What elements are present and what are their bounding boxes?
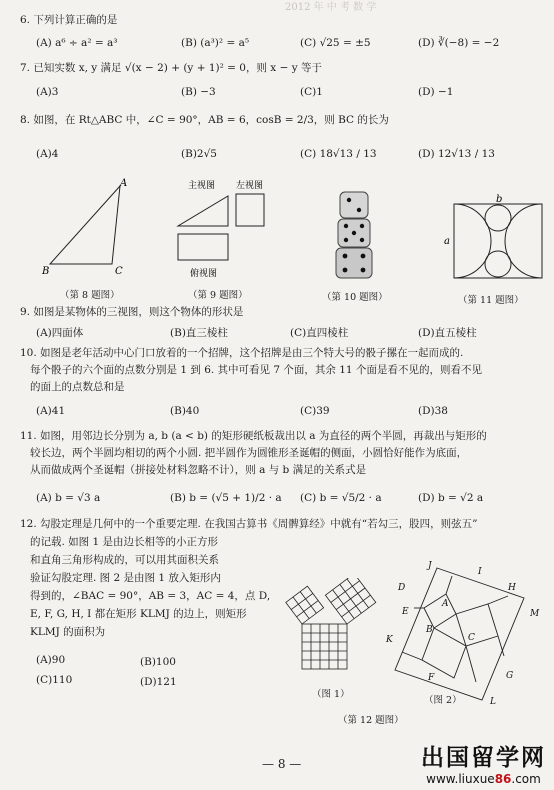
q11-line-3: 从而做成两个圣诞帽（拼接处材料忽略不计），则 a 与 b 满足的关系式是 (30, 464, 367, 476)
fig8-label-a: A (120, 178, 128, 189)
q7-option-a: (A)3 (36, 86, 59, 98)
fig2-label-m: M (530, 609, 540, 619)
q9-stem: 9. 如图是某物体的三视图，则这个物体的形状是 (20, 306, 244, 318)
q12-fig2-rectangle-diagram (380, 560, 550, 710)
q12-line-6: E, F, G, H, I 都在矩形 KLMJ 的边上，则矩形 (30, 608, 247, 620)
fig8-caption: （第 8 题图） (60, 290, 120, 301)
q12-line-7: KLMJ 的面积为 (30, 626, 106, 638)
fig2-label-g: G (506, 671, 514, 681)
q8-option-b: (B)2√5 (181, 148, 217, 160)
q9-option-d: (D)直五棱柱 (418, 327, 477, 339)
q7-stem: 7. 已知实数 x, y 满足 √(x − 2) + (y + 1)² = 0，则 x − y 等于 (20, 62, 322, 74)
q8-option-a: (A)4 (36, 148, 59, 160)
q8-stem: 8. 如图，在 Rt△ABC 中，∠C = 90°，AB = 6，cosB = 2/3，则 BC 的长为 (20, 114, 389, 126)
q7-option-c: (C)1 (300, 86, 323, 98)
page-number: — 8 — (262, 757, 302, 771)
fig11-label-b: b (496, 194, 503, 205)
q10-line-3: 的面上的点数总和是 (30, 381, 125, 393)
fig9-label-front: 主视图 (188, 181, 216, 191)
fig2-label-f: F (428, 673, 435, 683)
fig11-rectangle-circles (444, 194, 548, 284)
fig11-caption: （第 11 题图） (458, 295, 524, 306)
fig2-label-k: K (386, 635, 393, 645)
fig8-label-b: B (42, 266, 50, 276)
q12-fig2-caption: （图 2） (424, 695, 462, 706)
q10-option-d: (D)38 (418, 405, 448, 417)
q12-group-caption: （第 12 题图） (338, 715, 404, 726)
fig2-label-d: D (398, 583, 406, 593)
fig2-label-b: B (426, 625, 433, 635)
q12-line-5: 得到的，∠BAC = 90°，AB = 3，AC = 4，点 D, (30, 590, 271, 602)
fig10-caption: （第 10 题图） (322, 292, 388, 303)
fig2-label-c: C (468, 633, 475, 643)
fig8-label-c: C (115, 266, 123, 276)
fig9-label-left: 左视图 (236, 181, 264, 191)
brand-url (421, 772, 546, 786)
q12-line-2: 的记载. 如图 1 是由边长相等的小正方形 (30, 536, 219, 548)
q6-option-d: (D) ∛(−8) = −2 (418, 37, 500, 49)
q10-line-1: 10. 如图是老年活动中心门口放着的一个招牌，这个招牌是由三个特大号的骰子摞在一起而成的. (20, 347, 464, 359)
brand-watermark (421, 739, 546, 786)
fig2-label-j: J (428, 561, 432, 571)
q12-option-c: (C)110 (36, 674, 73, 686)
q11-option-d: (D) b = √2 a (418, 492, 484, 504)
q12-line-3: 和直角三角形构成的，可以用其面积关系 (30, 554, 219, 566)
q9-option-c: (C)直四棱柱 (290, 327, 349, 339)
fig2-label-l: L (490, 697, 496, 707)
q12-line-1: 12. 勾股定理是几何中的一个重要定理. 在我国古算书《周髀算经》中就有“若勾三，股四，则弦五” (20, 518, 478, 530)
fig10-dice-stack (330, 186, 380, 286)
fig2-label-i: I (478, 567, 482, 577)
header-fragment: 2012 年 中 考 数 学 (285, 2, 377, 13)
fig8-triangle-diagram (40, 176, 140, 276)
q7-option-b: (B) −3 (181, 86, 216, 98)
fig9-label-top: 俯视图 (190, 269, 218, 279)
q6-stem: 6. 下列计算正确的是 (20, 14, 118, 26)
q10-line-2: 每个骰子的六个面的点数分别是 1 到 6. 其中可看见 7 个面，其余 11 个面是看不见的，则看不见 (30, 364, 482, 376)
q11-option-b: (B) b = (√5 + 1)/2 · a (170, 492, 282, 504)
q10-option-b: (B)40 (170, 405, 200, 417)
fig2-label-e: E (402, 607, 409, 617)
fig9-three-views (170, 178, 280, 282)
q10-option-a: (A)41 (36, 405, 66, 417)
fig9-caption: （第 9 题图） (188, 290, 248, 301)
q9-option-a: (A)四面体 (36, 327, 84, 339)
q8-option-d: (D) 12√13 / 13 (418, 148, 495, 160)
fig11-label-a: a (444, 236, 450, 247)
fig2-label-h: H (508, 583, 516, 593)
q7-option-d: (D) −1 (418, 86, 454, 98)
q6-option-c: (C) √25 = ±5 (300, 37, 371, 49)
q12-option-d: (D)121 (140, 676, 177, 688)
brand-url-number: 86 (494, 772, 512, 786)
q8-option-c: (C) 18√13 / 13 (300, 148, 377, 160)
q6-option-b: (B) (a³)² = a⁵ (181, 37, 250, 49)
q12-option-a: (A)90 (36, 654, 66, 666)
q11-line-2: 较长边，两个半圆均相切的两个小圆. 把半圆作为圆锥形圣诞帽的侧面，小圆恰好能作为底面， (30, 447, 468, 459)
q11-line-1: 11. 如图，用邻边长分别为 a, b (a < b) 的矩形硬纸板裁出以 a 为直径的两个半圆，再裁出与矩形的 (20, 430, 487, 442)
q12-line-4: 验证勾股定理. 图 2 是由图 1 放入矩形内 (30, 572, 221, 584)
q9-option-b: (B)直三棱柱 (170, 327, 228, 339)
q6-option-a: (A) a⁶ ÷ a² = a³ (36, 37, 118, 49)
brand-name: 出国留学网 (421, 745, 546, 771)
q10-option-c: (C)39 (300, 405, 330, 417)
q12-fig1-caption: （图 1） (312, 689, 350, 700)
brand-url-suffix: .com (511, 772, 541, 786)
fig2-label-a: A (442, 599, 449, 609)
q12-option-b: (B)100 (140, 656, 176, 668)
q11-option-a: (A) b = √3 a (36, 492, 101, 504)
q11-option-c: (C) b = √5/2 · a (300, 492, 382, 504)
brand-url-prefix: www.liuxue (426, 772, 495, 786)
q12-fig1-grid-diagram (280, 578, 384, 678)
